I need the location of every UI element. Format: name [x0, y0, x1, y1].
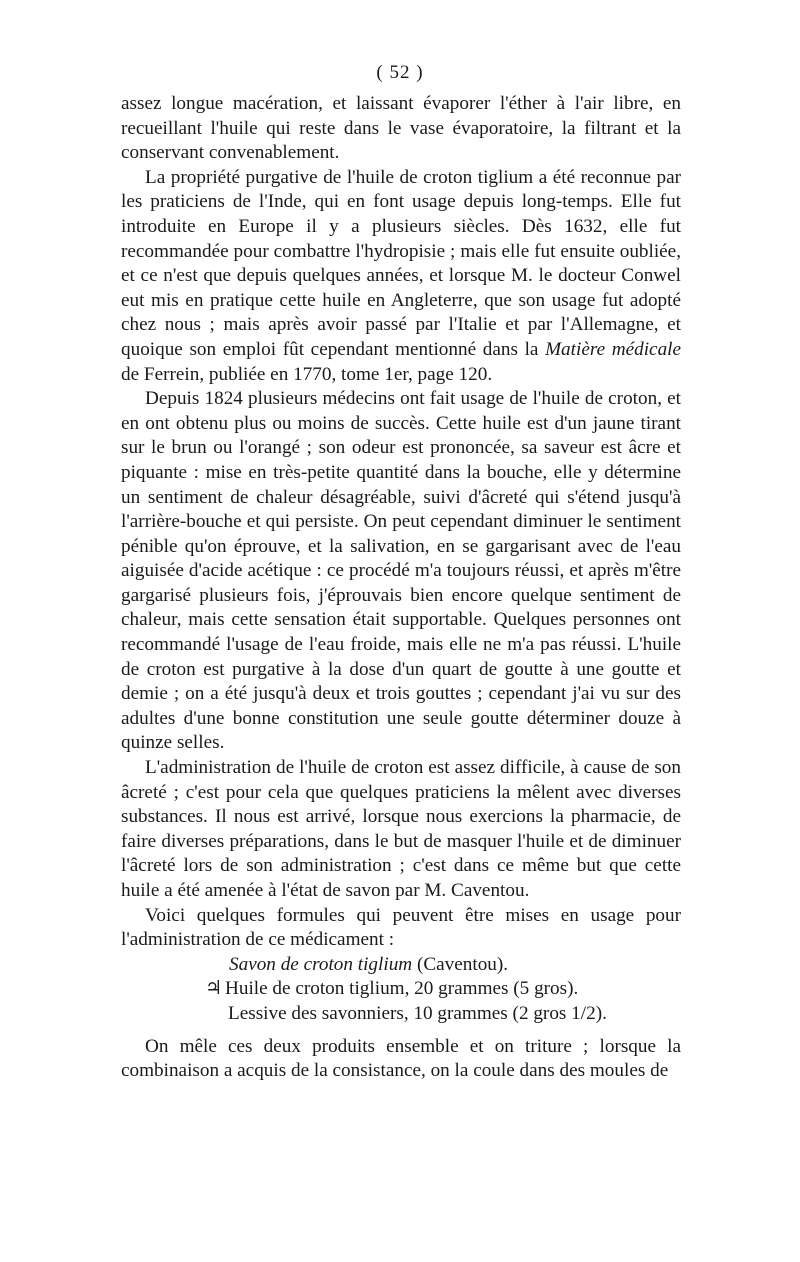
formula-ingredient-oil-text: Huile de croton tiglium, 20 grammes (5 gros). [225, 978, 579, 1000]
page-number: ( 52 ) [376, 62, 424, 83]
formula-ingredient-oil [121, 977, 681, 1002]
paragraph-continuation: assez longue macération, et laissant évaporer l'éther à l'air libre, en recueillant l'huile qui reste dans le vase évaporatoire, la filtrant et la conservant convenablement. [121, 93, 681, 164]
paragraph-croton-history-text: La propriété purgative de l'huile de croton tiglium a été reconnue par les praticiens de l'Inde, qui en font usage depuis long-temps. Elle fut introduite en Europe il y a plusieurs siècles. Dès 1632, elle fut recommandée pour combattre l'hydropisie ; mais elle fut ensuite oubliée, et ce n'est que depuis quelques années, et lorsque M. le docteur Conwel eut mis en pratique cette huile en Angleterre, que son usage fut adopté chez nous ; mais après avoir passé par l'Italie et par l'Allemagne, et quoique son emploi fût cependant mentionné dans la [121, 166, 681, 360]
formula-title-author: (Caventou). [412, 953, 509, 975]
formula-title-name: Savon de croton tiglium [229, 953, 413, 975]
page-body [121, 92, 681, 1084]
paragraph-croton-usage: Depuis 1824 plusieurs médecins ont fait usage de l'huile de croton, et en ont obtenu plus ou moins de succès. Cette huile est d'un jaune tirant sur le brun ou l'orangé ; son odeur est prononcée, sa saveur est âcre et piquante : mise en très-petite quantité dans la bouche, elle y détermine un sentiment de chaleur désagréable, suivi d'âcreté qui s'étend jusqu'à l'arrière-bouche et qui persiste. On peut cependant diminuer le sentiment pénible qu'on éprouve, et la salivation, en se gargarisant avec de l'eau aiguisée d'acide acétique : ce procédé m'a toujours réussi, et après m'être gargarisé plusieurs fois, j'éprouvais bien encore quelque sentiment de chaleur, mais cette sensation était supportable. Quelques personnes ont recommandé l'usage de l'eau froide, mais elle ne m'a pas réussi. L'huile de croton est purgative à la dose d'un quart de goutte à une goutte et demie ; on a été jusqu'à deux et trois gouttes ; cependant j'ai vu sur des adultes d'une bonne constitution une seule goutte déterminer douze à quinze selles. [121, 388, 681, 754]
paragraph-croton-history-end: de Ferrein, publiée en 1770, tome 1er, page 120. [121, 363, 493, 385]
paragraph-formulas-intro: Voici quelques formules qui peuvent être mises en usage pour l'administration de ce médicament : [121, 904, 681, 951]
paragraph-administration: L'administration de l'huile de croton est assez difficile, à cause de son âcreté ; c'est pour cela que quelques praticiens la mêlent avec diverses substances. Il nous est arrivé, lorsque nous exercions la pharmacie, de faire diverses préparations, dans le but de masquer l'huile et de diminuer l'âcreté lors de son administration ; c'est dans ce même but que cette huile a été amenée à l'état de savon par M. Caventou. [121, 757, 681, 901]
book-title-matiere-medicale: Matière médicale [545, 338, 682, 360]
recipe-symbol-icon: ♃ [205, 978, 223, 1000]
paragraph-croton-history [121, 166, 681, 387]
formula-ingredient-lye: Lessive des savonniers, 10 grammes (2 gros 1/2). [228, 1002, 607, 1024]
paragraph-preparation: On mêle ces deux produits ensemble et on triture ; lorsque la combinaison a acquis de la consistance, on la coule dans des moules de [121, 1035, 681, 1082]
formula-title [121, 953, 681, 978]
